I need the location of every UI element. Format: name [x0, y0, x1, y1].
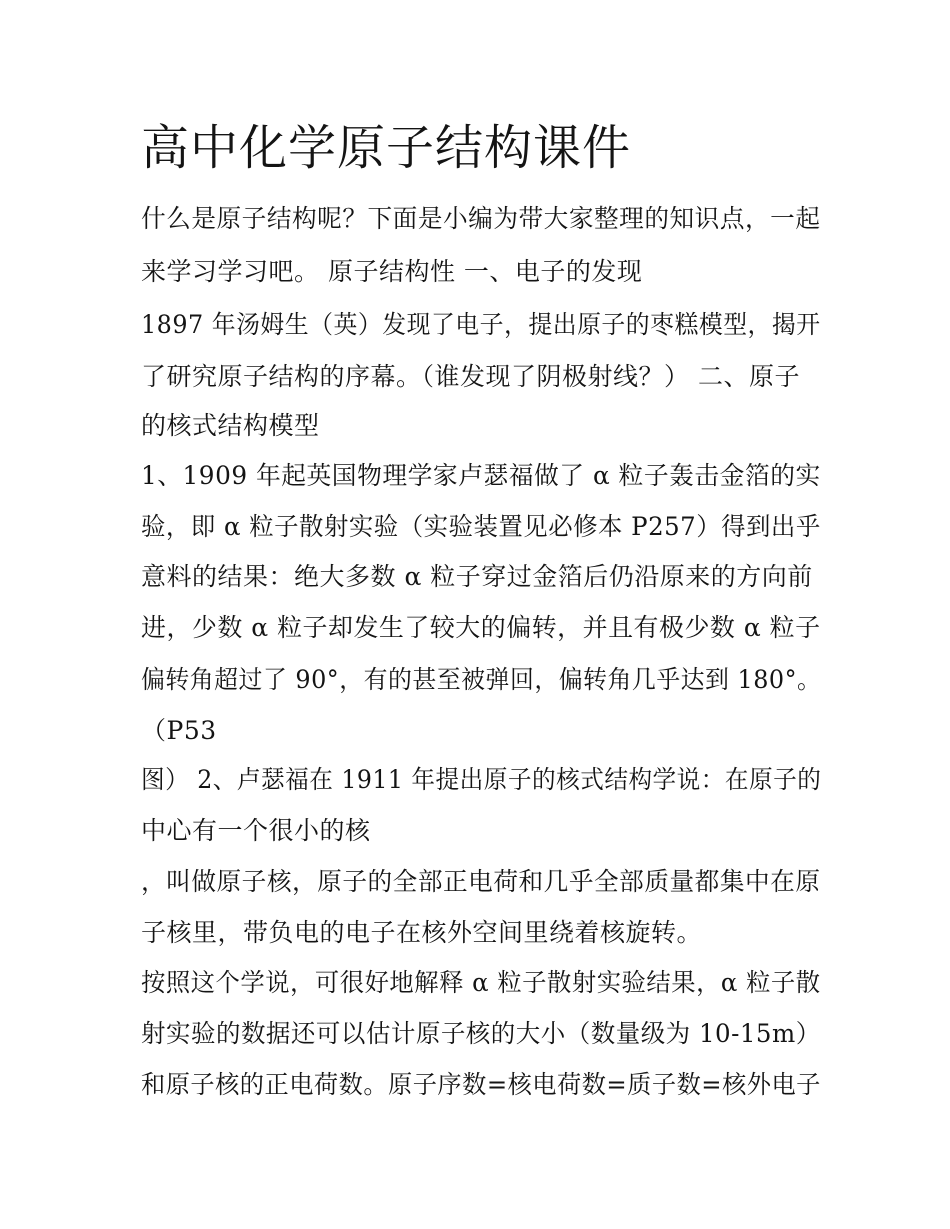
text-line: 按照这个学说，可很好地解释 α 粒子散射实验结果，α 粒子散: [141, 968, 821, 997]
text-line: 了研究原子结构的序幕。（谁发现了阴极射线？） 二、原子: [141, 362, 800, 391]
page-title: 高中化学原子结构课件: [141, 120, 632, 176]
text-line: 图） 2、卢瑟福在 1911 年提出原子的核式结构学说：在原子的: [141, 765, 822, 794]
text-line: 进，少数 α 粒子却发生了较大的偏转，并且有极少数 α 粒子: [141, 613, 821, 642]
text-line: 验，即 α 粒子散射实验（实验装置见必修本 P257）得到出乎: [141, 512, 821, 541]
text-line: ，叫做原子核，原子的全部正电荷和几乎全部质量都集中在原: [141, 867, 821, 896]
text-line: 的核式结构模型: [141, 411, 320, 440]
text-line: 意料的结果：绝大多数 α 粒子穿过金箔后仍沿原来的方向前: [141, 562, 813, 591]
text-line: 和原子核的正电荷数。原子序数=核电荷数=质子数=核外电子: [141, 1070, 821, 1099]
text-line: 中心有一个很小的核: [141, 816, 371, 845]
text-line: 什么是原子结构呢？下面是小编为带大家整理的知识点，一起: [141, 204, 821, 233]
text-line: （P53: [141, 716, 217, 745]
text-line: 1、1909 年起英国物理学家卢瑟福做了 α 粒子轰击金箔的实: [141, 461, 821, 490]
text-line: 来学习学习吧。 原子结构性 一、电子的发现: [141, 257, 643, 286]
text-line: 子核里，带负电的电子在核外空间里绕着核旋转。: [141, 918, 703, 947]
text-line: 1897 年汤姆生（英）发现了电子，提出原子的枣糕模型，揭开: [141, 310, 821, 339]
text-line: 偏转角超过了 90°，有的甚至被弹回，偏转角几乎达到 180°。: [141, 665, 822, 694]
text-line: 射实验的数据还可以估计原子核的大小（数量级为 10-15m）: [141, 1019, 821, 1048]
